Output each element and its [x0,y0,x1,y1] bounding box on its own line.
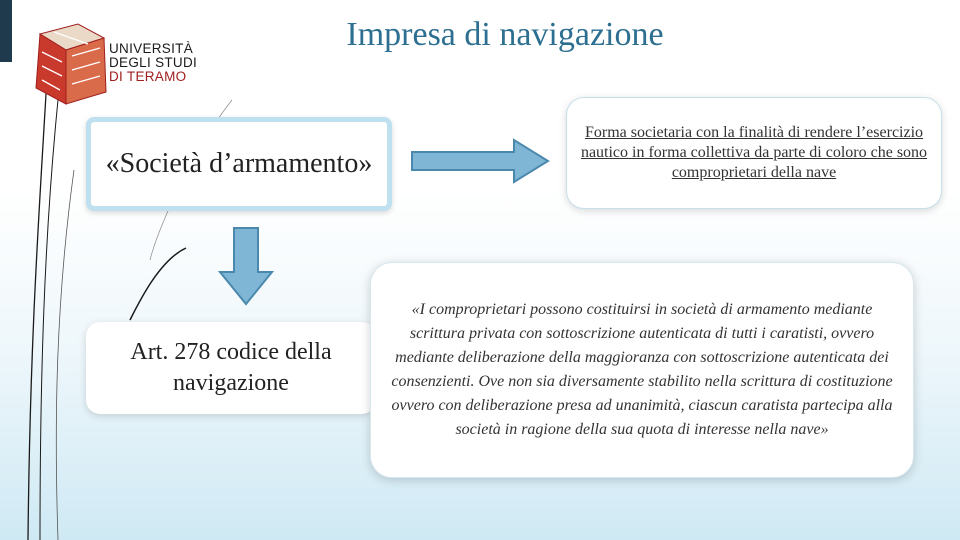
societa-armamento-box [86,117,392,211]
articolo-text: Art. 278 codice della navigazione [130,339,332,396]
arrow-right-icon [410,138,550,184]
citazione-text: «I comproprietari possono costituirsi in società di armamento mediante scrittura privata con sottoscrizione autenticata di tutti i caratisti, ovvero mediante deliberazione della maggioranza con sottoscrizione autenticata dei consenzienti. Ove non sia diversamente stabilito nella scrittura di costituzione ovvero con deliberazione presa ad unanimità, ciascun caratista partecipa alla società in ragione della sua quota di interesse nella nave» [391,301,893,438]
logo-line-2: DEGLI STUDI [109,55,198,70]
definizione-text: Forma societaria con la finalità di rendere l’esercizio nautico in forma collettiva da parte di coloro che sono comproprietari della nave [580,124,928,181]
societa-armamento-text: «Società d’armamento» [105,148,373,179]
definizione-box [566,97,942,209]
slide-title: Impresa di navigazione [346,16,664,53]
university-name [109,42,197,84]
citazione-box [370,262,914,478]
articolo-box [86,322,376,414]
logo-line-1: UNIVERSITÀ [109,41,194,56]
logo-line-3: DI TERAMO [109,69,187,84]
arrow-down-icon [218,226,274,306]
